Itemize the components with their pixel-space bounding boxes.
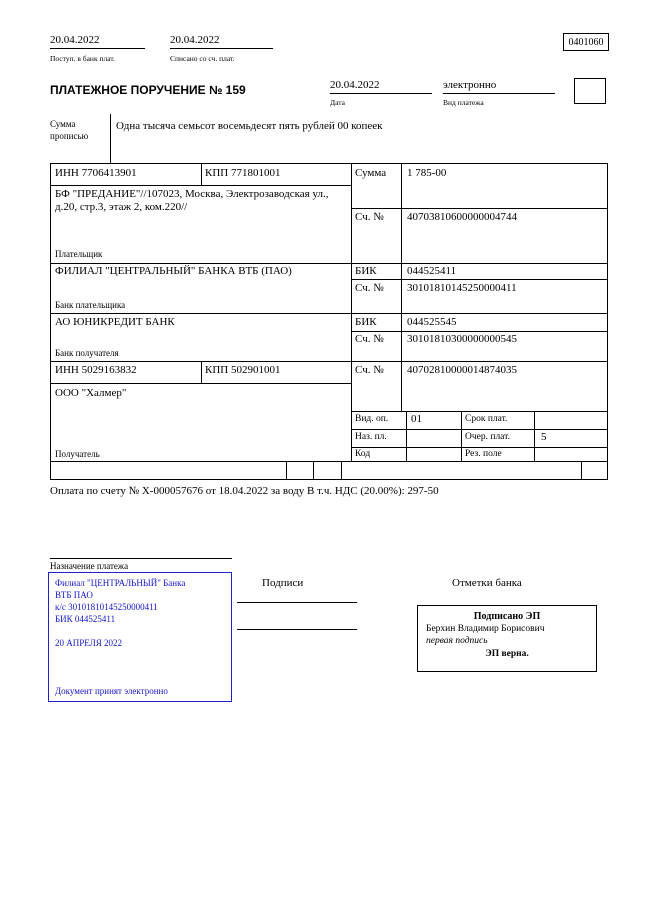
table-hline-6 bbox=[351, 331, 607, 332]
table-hline-3 bbox=[51, 263, 607, 264]
purpose-text: Оплата по счету № Х-000057676 от 18.04.2022 за воду В т.ч. НДС (20.00%): 297-50 bbox=[50, 485, 439, 497]
stamp-line-1: Филиал "ЦЕНТРАЛЬНЫЙ" Банка bbox=[55, 578, 186, 588]
table-vline-f1 bbox=[406, 411, 407, 461]
stamp-spacer bbox=[55, 626, 225, 637]
signature-line-2 bbox=[237, 629, 357, 630]
op-type-label: Вид. оп. bbox=[355, 414, 389, 424]
payee-bank-account-value: 30101810300000000545 bbox=[407, 333, 517, 345]
document-title: ПЛАТЕЖНОЕ ПОРУЧЕНИЕ № 159 bbox=[50, 83, 246, 97]
bank-marks-label: Отметки банка bbox=[452, 577, 522, 589]
payer-bank-label: Банк плательщика bbox=[55, 300, 126, 310]
signatures-label: Подписи bbox=[262, 577, 304, 589]
payer-bank-bik-label: БИК bbox=[355, 265, 377, 277]
payer-account-label: Сч. № bbox=[355, 211, 384, 223]
payment-type-label: Вид платежа bbox=[443, 98, 484, 107]
payee-account-value: 40702810000014874035 bbox=[407, 364, 517, 376]
table-vline-inn2 bbox=[201, 361, 202, 383]
payee-inn: ИНН 5029163832 bbox=[55, 364, 137, 376]
amount-in-words: Одна тысяча семьсот восемьдесят пять рублей 00 копеек bbox=[116, 120, 383, 132]
rez-label: Рез. поле bbox=[465, 449, 502, 459]
table-hline-5 bbox=[51, 313, 607, 314]
doc-date: 20.04.2022 bbox=[330, 79, 380, 91]
payer-inn: ИНН 7706413901 bbox=[55, 167, 137, 179]
bank-stamp bbox=[48, 572, 232, 702]
purpose-underline bbox=[50, 558, 232, 559]
electronic-signature-box bbox=[417, 605, 597, 672]
table-hline-10 bbox=[351, 429, 607, 430]
payer-label: Плательщик bbox=[55, 249, 103, 259]
purpose-label: Назначение платежа bbox=[50, 561, 129, 571]
debited-date-label: Списано со сч. плат. bbox=[170, 54, 235, 63]
doc-date-field bbox=[330, 79, 432, 94]
table-hline-9 bbox=[351, 411, 607, 412]
ocher-label: Очер. плат. bbox=[465, 432, 510, 442]
signature-line-1 bbox=[237, 602, 357, 603]
stamp-line-2: ВТБ ПАО bbox=[55, 590, 93, 601]
table-hline-2 bbox=[351, 208, 607, 209]
table-vline-b3 bbox=[341, 461, 342, 479]
doc-date-label: Дата bbox=[330, 98, 345, 107]
payer-account-value: 40703810600000004744 bbox=[407, 211, 517, 223]
payee-bank-bik-value: 044525545 bbox=[407, 316, 457, 328]
payee-name: ООО "Халмер" bbox=[55, 387, 127, 399]
payee-bank-bik-label: БИК bbox=[355, 316, 377, 328]
amount-words-label-2: прописью bbox=[50, 131, 89, 141]
signed-title: Подписано ЭП bbox=[473, 611, 541, 622]
sum-value: 1 785-00 bbox=[407, 167, 447, 179]
payee-label: Получатель bbox=[55, 449, 100, 459]
form-code: 0401060 bbox=[568, 37, 604, 48]
naz-label: Наз. пл. bbox=[355, 432, 387, 442]
payee-kpp: КПП 502901001 bbox=[205, 364, 281, 376]
payee-account-label: Сч. № bbox=[355, 364, 384, 376]
payee-bank-label: Банк получателя bbox=[55, 348, 119, 358]
requisites-table bbox=[50, 163, 608, 480]
signature-verified: ЭП верна. bbox=[485, 648, 529, 659]
form-code-box bbox=[563, 33, 609, 51]
stamp-date: 20 АПРЕЛЯ 2022 bbox=[55, 637, 122, 648]
payer-bank-account-value: 30101810145250000411 bbox=[407, 282, 517, 294]
payee-bank-name: АО ЮНИКРЕДИТ БАНК bbox=[55, 316, 175, 328]
table-hline-4 bbox=[351, 279, 607, 280]
payment-type: электронно bbox=[443, 79, 497, 91]
payer-bank-bik-value: 044525411 bbox=[407, 265, 457, 277]
table-hline-11 bbox=[351, 447, 607, 448]
table-vline-f3 bbox=[534, 411, 535, 461]
received-date-field bbox=[50, 34, 145, 49]
table-hline-8 bbox=[51, 383, 351, 384]
payee-bank-account-label: Сч. № bbox=[355, 333, 384, 345]
signer-name: Берхин Владимир Борисович bbox=[426, 624, 545, 634]
debited-date: 20.04.2022 bbox=[170, 34, 220, 46]
table-hline-7 bbox=[51, 361, 607, 362]
term-label: Срок плат. bbox=[465, 414, 508, 424]
stamp-corr-account: к/с 30101810145250000411 bbox=[55, 602, 158, 613]
debited-date-field bbox=[170, 34, 273, 49]
ocher-value: 5 bbox=[541, 431, 547, 443]
amount-words-divider bbox=[110, 114, 111, 163]
table-vline-inn1 bbox=[201, 164, 202, 185]
amount-words-label-1: Сумма bbox=[50, 119, 76, 129]
kod-label: Код bbox=[355, 449, 371, 459]
stamp-bik: БИК 044525411 bbox=[55, 614, 116, 625]
table-hline-12 bbox=[51, 461, 607, 462]
stamp-spacer-2 bbox=[55, 649, 225, 685]
payment-type-field bbox=[443, 79, 555, 94]
table-vline-f2 bbox=[461, 411, 462, 461]
payer-kpp: КПП 771801001 bbox=[205, 167, 281, 179]
received-date: 20.04.2022 bbox=[50, 34, 100, 46]
received-date-label: Поступ. в банк плат. bbox=[50, 54, 115, 63]
table-vline-b4 bbox=[581, 461, 582, 479]
payer-bank-name: ФИЛИАЛ "ЦЕНТРАЛЬНЫЙ" БАНКА ВТБ (ПАО) bbox=[55, 265, 292, 277]
sum-label: Сумма bbox=[355, 167, 387, 179]
payer-bank-account-label: Сч. № bbox=[355, 282, 384, 294]
table-vline-b2 bbox=[313, 461, 314, 479]
table-vline-b1 bbox=[286, 461, 287, 479]
table-hline-1 bbox=[51, 185, 351, 186]
payer-name: БФ "ПРЕДАНИЕ"//107023, Москва, Электрозаводская ул., д.20, стр.3, этаж 2, ком.220// bbox=[55, 188, 329, 214]
stamp-footer: Документ принят электронно bbox=[55, 685, 168, 696]
op-type-value: 01 bbox=[411, 413, 422, 425]
signer-role: первая подпись bbox=[426, 636, 488, 647]
table-vline-labels bbox=[401, 164, 402, 411]
status-box bbox=[574, 78, 606, 104]
